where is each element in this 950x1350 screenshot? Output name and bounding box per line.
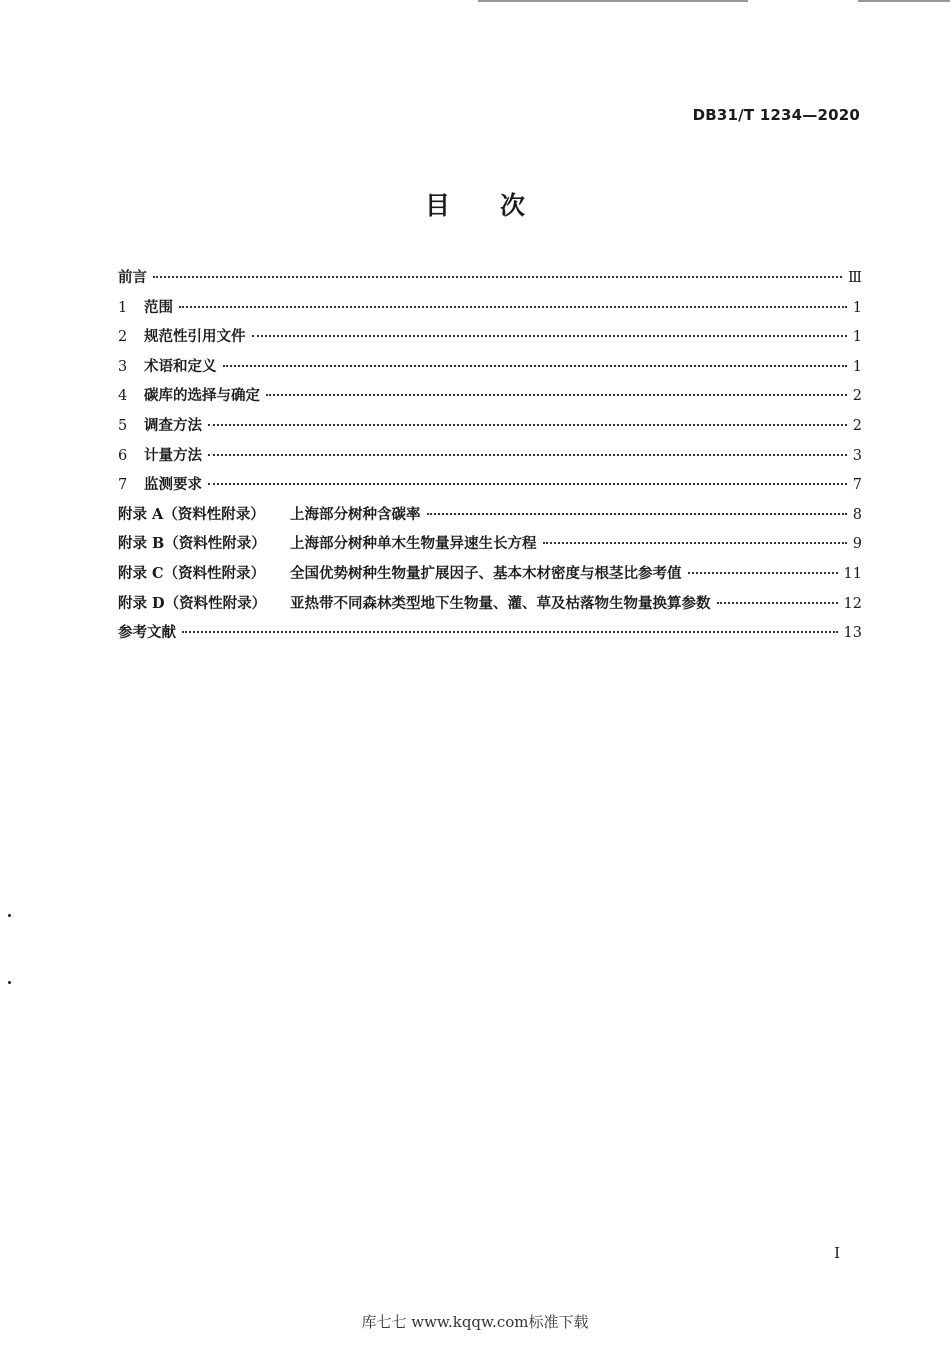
toc-entry-number: 6 (118, 447, 128, 464)
toc-entry-title (118, 562, 682, 583)
toc-dot-leader (717, 602, 838, 604)
toc-page-number: 1 (852, 329, 862, 346)
toc-dot-leader (688, 572, 838, 574)
toc-page-number: 11 (843, 565, 862, 582)
toc-page-number: 13 (843, 625, 862, 642)
toc-entry-label: 参考文献 (118, 624, 176, 642)
toc-page-number: 3 (852, 447, 862, 464)
toc-page-number: 12 (843, 595, 862, 612)
toc-entry-label: 上海部分树种含碳率 (290, 505, 421, 523)
toc-entry-title (118, 621, 176, 642)
toc-annex-prefix: 附录 A（资料性附录） (118, 505, 265, 523)
toc-annex-prefix: 附录 B（资料性附录） (118, 535, 266, 553)
toc-entry-label: 范围 (144, 298, 173, 316)
toc-dot-leader (427, 513, 847, 515)
toc-dot-leader (208, 483, 847, 485)
toc-entry-label: 前言 (118, 269, 147, 286)
toc-entry[interactable] (118, 266, 862, 296)
toc-page-number: 1 (852, 358, 862, 375)
toc-entry-number: 4 (118, 388, 128, 405)
toc-entry[interactable] (118, 592, 862, 622)
toc-dot-leader (179, 306, 847, 308)
toc-entry-title (118, 266, 147, 287)
toc-entry-label: 碳库的选择与确定 (144, 387, 260, 405)
toc-entry-number: 3 (118, 358, 128, 375)
toc-dot-leader (182, 631, 838, 633)
toc-entry[interactable] (118, 355, 862, 385)
toc-entry-label: 监测要求 (144, 476, 202, 494)
toc-annex-prefix: 附录 D（资料性附录） (118, 594, 267, 612)
toc-page-number: Ⅲ (848, 270, 862, 286)
watermark-text: 库七七 www.kqqw.com标准下载 (361, 1313, 589, 1331)
toc-page-number: 1 (852, 299, 862, 316)
toc-entry[interactable] (118, 325, 862, 355)
toc-entry[interactable] (118, 562, 862, 592)
toc-dot-leader (208, 454, 847, 456)
toc-dot-leader (153, 276, 842, 278)
toc-page-number: 7 (852, 477, 862, 494)
toc-entry-number: 2 (118, 329, 128, 346)
toc-entry-title (144, 355, 217, 376)
toc-entry-label: 计量方法 (144, 446, 202, 464)
toc-entry[interactable] (118, 503, 862, 533)
toc-entry-title (144, 296, 173, 317)
toc-entry-label: 上海部分树种单木生物量异速生长方程 (290, 535, 537, 553)
scan-speck (8, 981, 11, 984)
toc-entry[interactable] (118, 621, 862, 651)
toc-dot-leader (266, 394, 847, 396)
toc-page-number: 2 (852, 417, 862, 434)
toc-entry[interactable] (118, 444, 862, 474)
toc-page-number: 2 (852, 388, 862, 405)
toc-entry-title (144, 473, 202, 494)
toc-dot-leader (208, 424, 847, 426)
toc-entry[interactable] (118, 532, 862, 562)
toc-entry-label: 亚热带不同森林类型地下生物量、灌、草及枯落物生物量换算参数 (290, 594, 711, 612)
toc-entry-title (118, 592, 711, 613)
page-number: I (834, 1244, 840, 1262)
toc-entry[interactable] (118, 414, 862, 444)
toc-entry-title (118, 532, 537, 553)
table-of-contents (118, 266, 862, 651)
toc-page-number: 8 (852, 506, 862, 523)
toc-entry-title (144, 384, 260, 405)
scan-edge-line-1 (478, 0, 748, 2)
toc-dot-leader (252, 335, 847, 337)
standard-code: DB31/T 1234—2020 (692, 106, 860, 124)
scan-edge-line-2 (858, 0, 950, 2)
toc-entry-number: 1 (118, 299, 128, 316)
toc-entry-label: 规范性引用文件 (144, 328, 246, 346)
toc-entry-number: 7 (118, 477, 128, 494)
toc-entry-label: 术语和定义 (144, 357, 217, 375)
toc-page-number: 9 (852, 536, 862, 553)
toc-entry[interactable] (118, 384, 862, 414)
toc-entry-title (144, 444, 202, 465)
toc-entry-title (144, 414, 202, 435)
toc-annex-prefix: 附录 C（资料性附录） (118, 564, 266, 582)
toc-entry-title (118, 503, 421, 524)
toc-entry-label: 调查方法 (144, 416, 202, 434)
toc-dot-leader (223, 365, 847, 367)
toc-entry[interactable] (118, 473, 862, 503)
toc-dot-leader (543, 542, 847, 544)
toc-entry-title (144, 325, 246, 346)
toc-entry-label: 全国优势树种生物量扩展因子、基本木材密度与根茎比参考值 (290, 564, 682, 582)
toc-entry-number: 5 (118, 417, 128, 434)
page-title: 目次 (424, 191, 575, 220)
scan-speck (8, 914, 11, 917)
toc-entry[interactable] (118, 296, 862, 326)
